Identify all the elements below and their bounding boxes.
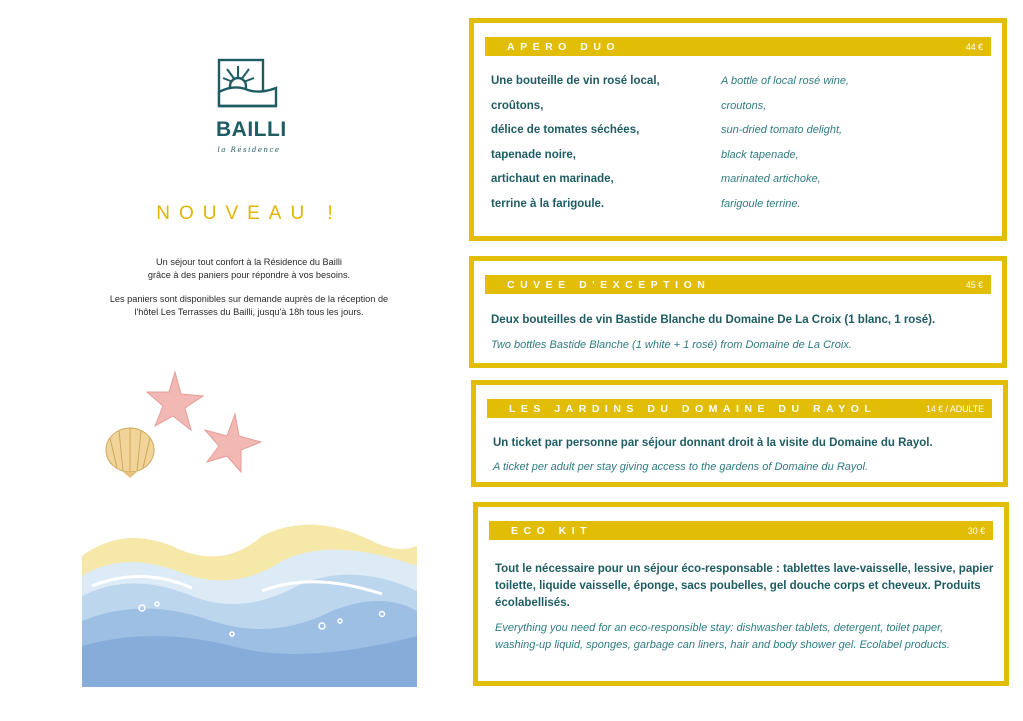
card-title: ECO KIT <box>511 524 593 537</box>
logo-name: BAILLI <box>216 118 287 141</box>
card-price: 45 € <box>965 279 983 290</box>
card-price: 44 € <box>965 41 983 52</box>
description-english: Everything you need for an eco-responsible stay: dishwasher tablets, detergent, toilet paper, washing-up liquid, sponges, garbage can liners, hair and body shower gel. Ecolabel products. <box>495 622 950 651</box>
description-english: Two bottles Bastide Blanche (1 white + 1 rosé) from Domaine de La Croix. <box>491 339 852 351</box>
intro-line: Les paniers sont disponibles sur demande auprès de la réception de <box>109 294 389 304</box>
list-item: délice de tomates séchées, <box>491 124 640 137</box>
card-title: APERO DUO <box>507 40 621 53</box>
intro-line: grâce à des paniers pour répondre à vos besoins. <box>147 270 351 280</box>
sea-waves-illustration <box>82 516 417 687</box>
list-item: Une bouteille de vin rosé local, <box>491 75 660 87</box>
list-item: terrine à la farigoule. <box>491 197 605 210</box>
intro-paragraph-2 <box>82 293 416 319</box>
bailli-logo <box>214 58 287 158</box>
description-french: Tout le nécessaire pour un séjour éco-responsable : tablettes lave-vaisselle, lessive, papier toilette, liquide vaisselle, éponge, sacs poubelles, gel douche corps et cheveux. Produits écolabellisés. <box>495 563 994 609</box>
sun-logo-icon <box>214 58 287 158</box>
card-title: LES JARDINS DU DOMAINE DU RAYOL <box>509 402 877 415</box>
starfish-icon <box>205 414 261 472</box>
intro-paragraph-1 <box>82 256 416 282</box>
list-item: marinated artichoke, <box>721 173 821 186</box>
starfish-icon <box>147 372 203 430</box>
list-item: A bottle of local rosé wine, <box>721 75 849 87</box>
nouveau-heading: NOUVEAU ! <box>156 203 342 224</box>
seashell-starfish-illustration <box>95 368 275 488</box>
apero-duo-card <box>469 18 1007 241</box>
list-item: black tapenade, <box>721 148 799 161</box>
list-item: tapenade noire, <box>491 148 576 161</box>
list-item: artichaut en marinade, <box>491 173 614 186</box>
logo-tagline: la Résidence <box>217 146 281 154</box>
card-header-bar <box>489 521 993 540</box>
card-price: 14 € / ADULTE <box>925 403 984 414</box>
card-header-bar <box>485 275 991 294</box>
intro-line: l'hôtel Les Terrasses du Bailli, jusqu'à 18h tous les jours. <box>134 307 364 317</box>
list-item: sun-dried tomato delight, <box>721 124 843 137</box>
description-french: Un ticket par personne par séjour donnant droit à la visite du Domaine du Rayol. <box>493 437 933 449</box>
intro-line: Un séjour tout confort à la Résidence du Bailli <box>156 257 342 267</box>
eco-kit-card <box>473 502 1009 686</box>
card-header-bar <box>485 37 991 56</box>
cuvee-exception-card <box>469 256 1007 368</box>
card-header-bar <box>487 399 992 418</box>
description-french: Deux bouteilles de vin Bastide Blanche du Domaine De La Croix (1 blanc, 1 rosé). <box>491 314 936 326</box>
list-item: croûtons, <box>491 99 544 112</box>
items-english <box>721 75 981 223</box>
jardins-rayol-card <box>471 380 1008 487</box>
card-price: 30 € <box>967 525 985 536</box>
description-english: A ticket per adult per stay giving access to the gardens of Domaine du Rayol. <box>493 461 869 473</box>
card-title: CUVEE D'EXCEPTION <box>507 278 711 291</box>
list-item: farigoule terrine. <box>721 197 801 210</box>
items-french <box>491 75 711 223</box>
list-item: croutons, <box>721 99 767 112</box>
seashell-icon <box>106 428 154 478</box>
